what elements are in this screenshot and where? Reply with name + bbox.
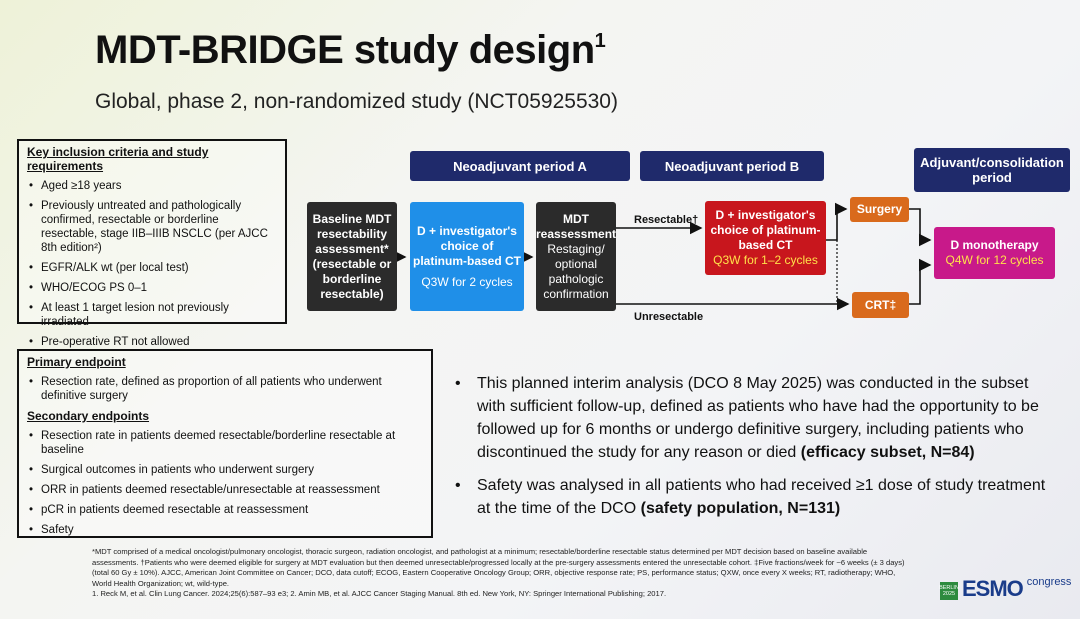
bullet-safety: • Safety was analysed in all patients who had received ≥1 dose of study treatment at the time of the DCO (safety population, N=131) [455,477,1046,517]
surgery-box: Surgery [850,197,909,222]
neoadjuvant-a-treatment-box [410,202,524,311]
inclusion-item: • EGFR/ALK wt (per local test) [27,261,277,275]
monotherapy-box [934,227,1055,279]
period-c-header: Adjuvant/consolidation period [914,148,1070,192]
page-subtitle: Global, phase 2, non-randomized study (NCT05925530) [95,90,618,113]
treatment-a-schedule: Q3W for 2 cycles [421,274,513,289]
inclusion-item: • Previously untreated and pathologically confirmed, resectable or borderline resectable, stage IIB–IIIB NSCLC (per AJCC 8th edition²) [27,199,277,255]
inclusion-item: • Aged ≥18 years [27,179,277,193]
inclusion-item: • WHO/ECOG PS 0–1 [27,281,277,295]
analysis-notes [455,372,1055,520]
mdt-reassessment-box [536,202,616,311]
bullet-efficacy-text: This planned interim analysis (DCO 8 May 2025) was conducted in the subset with sufficient follow-up, defined as patients who have had the opportunity to be followed up for 6 months or undergo definitive surgery, including patients who discontinued the study for any reason or died [477,375,1039,461]
esmo-logo [940,578,1071,600]
crt-box: CRT‡ [852,292,909,318]
mdt-reassessment-detail: Restaging/ optional pathologic confirmation [543,241,609,301]
secondary-endpoint-item: • Resection rate in patients deemed resectable/borderline resectable at baseline [27,429,423,457]
title-footnote-marker: 1 [594,30,606,52]
secondary-endpoint-item: • Surgical outcomes in patients who underwent surgery [27,463,423,477]
treatment-b-schedule: Q3W for 1–2 cycles [713,253,818,267]
footnote-text: *MDT comprised of a medical oncologist/pulmonary oncologist, thoracic surgeon, radiation oncologist, and pathologist at a minimum; resectable/borderline resectable status determined per MDT decision based on baseline available assessments. †Patients who were deemed eligible for surgery at MDT evaluation but then deemed unresectable/progressed locally at the pre-surgery assessments entered the unresectable cohort. ‡Five fractions/week for ~6 weeks (± 3 days) (total 60 Gy ± 10%). AJCC, American Joint Committee on Cancer; DCO, data cutoff; ECOG, Eastern Cooperative Oncology Group; ORR, objective response rate; PS, performance status; QXW, once every X weeks; RT, radiotherapy; WHO, World Health Organization; wt, wild-type. [92,547,905,588]
resectable-label: Resectable† [634,214,699,226]
logo-city: BERLIN 2025 [940,582,958,600]
secondary-endpoint-item: • pCR in patients deemed resectable at reassessment [27,503,423,517]
monotherapy-schedule: Q4W for 12 cycles [945,253,1044,267]
footnotes [92,547,907,600]
arrow-crt-to-mono [909,265,930,304]
inclusion-heading: Key inclusion criteria and study requirements [27,145,209,173]
inclusion-item: • Pre-operative RT not allowed [27,335,277,349]
baseline-assessment-box: Baseline MDT resectability assessment* (resectable or borderline resectable) [307,202,397,311]
logo-suffix: congress [1026,576,1072,588]
secondary-endpoint-item: • Safety [27,523,423,537]
neoadjuvant-b-treatment-box [705,201,826,275]
treatment-a-label: D + investigator's choice of platinum-based CT [413,223,522,268]
references-text: 1. Reck M, et al. Clin Lung Cancer. 2024;25(6):587–93 e3; 2. Amin MB, et al. AJCC Cancer Staging Manual. 8th ed. New York, NY: Springer International Publishing; 2017. [92,589,667,598]
bullet-efficacy: • This planned interim analysis (DCO 8 May 2025) was conducted in the subset with sufficient follow-up, defined as patients who have had the opportunity to be followed up for 6 months or undergo definitive surgery, including patients who discontinued the study for any reason or died (efficacy subset, N=84) [455,375,1039,461]
arrow-surgery-to-mono [909,209,930,240]
bullet-safety-text: Safety was analysed in all patients who had received ≥1 dose of study treatment at the time of the DCO [477,477,1046,517]
monotherapy-label: D monotherapy [950,238,1039,252]
inclusion-item: • At least 1 target lesion not previously irradiated [27,301,277,329]
period-a-header: Neoadjuvant period A [410,151,630,181]
bullet-efficacy-bold: (efficacy subset, N=84) [800,444,975,461]
period-b-header: Neoadjuvant period B [640,151,824,181]
treatment-b-label: D + investigator's choice of platinum-based CT [710,208,821,252]
secondary-endpoint-item: • ORR in patients deemed resectable/unresectable at reassessment [27,483,423,497]
primary-endpoint-heading: Primary endpoint [27,355,126,369]
page-title: MDT-BRIDGE study design$^1$ [95,28,606,72]
logo-brand: ESMO [962,576,1023,601]
bullet-safety-bold: (safety population, N=131) [640,500,841,517]
mdt-reassessment-label: MDT reassessment [535,211,617,241]
arrow-to-surgery [826,209,846,240]
unresectable-label: Unresectable [634,311,704,323]
primary-endpoint-item: • Resection rate, defined as proportion of all patients who underwent definitive surgery [27,375,423,403]
secondary-endpoints-heading: Secondary endpoints [27,409,150,423]
